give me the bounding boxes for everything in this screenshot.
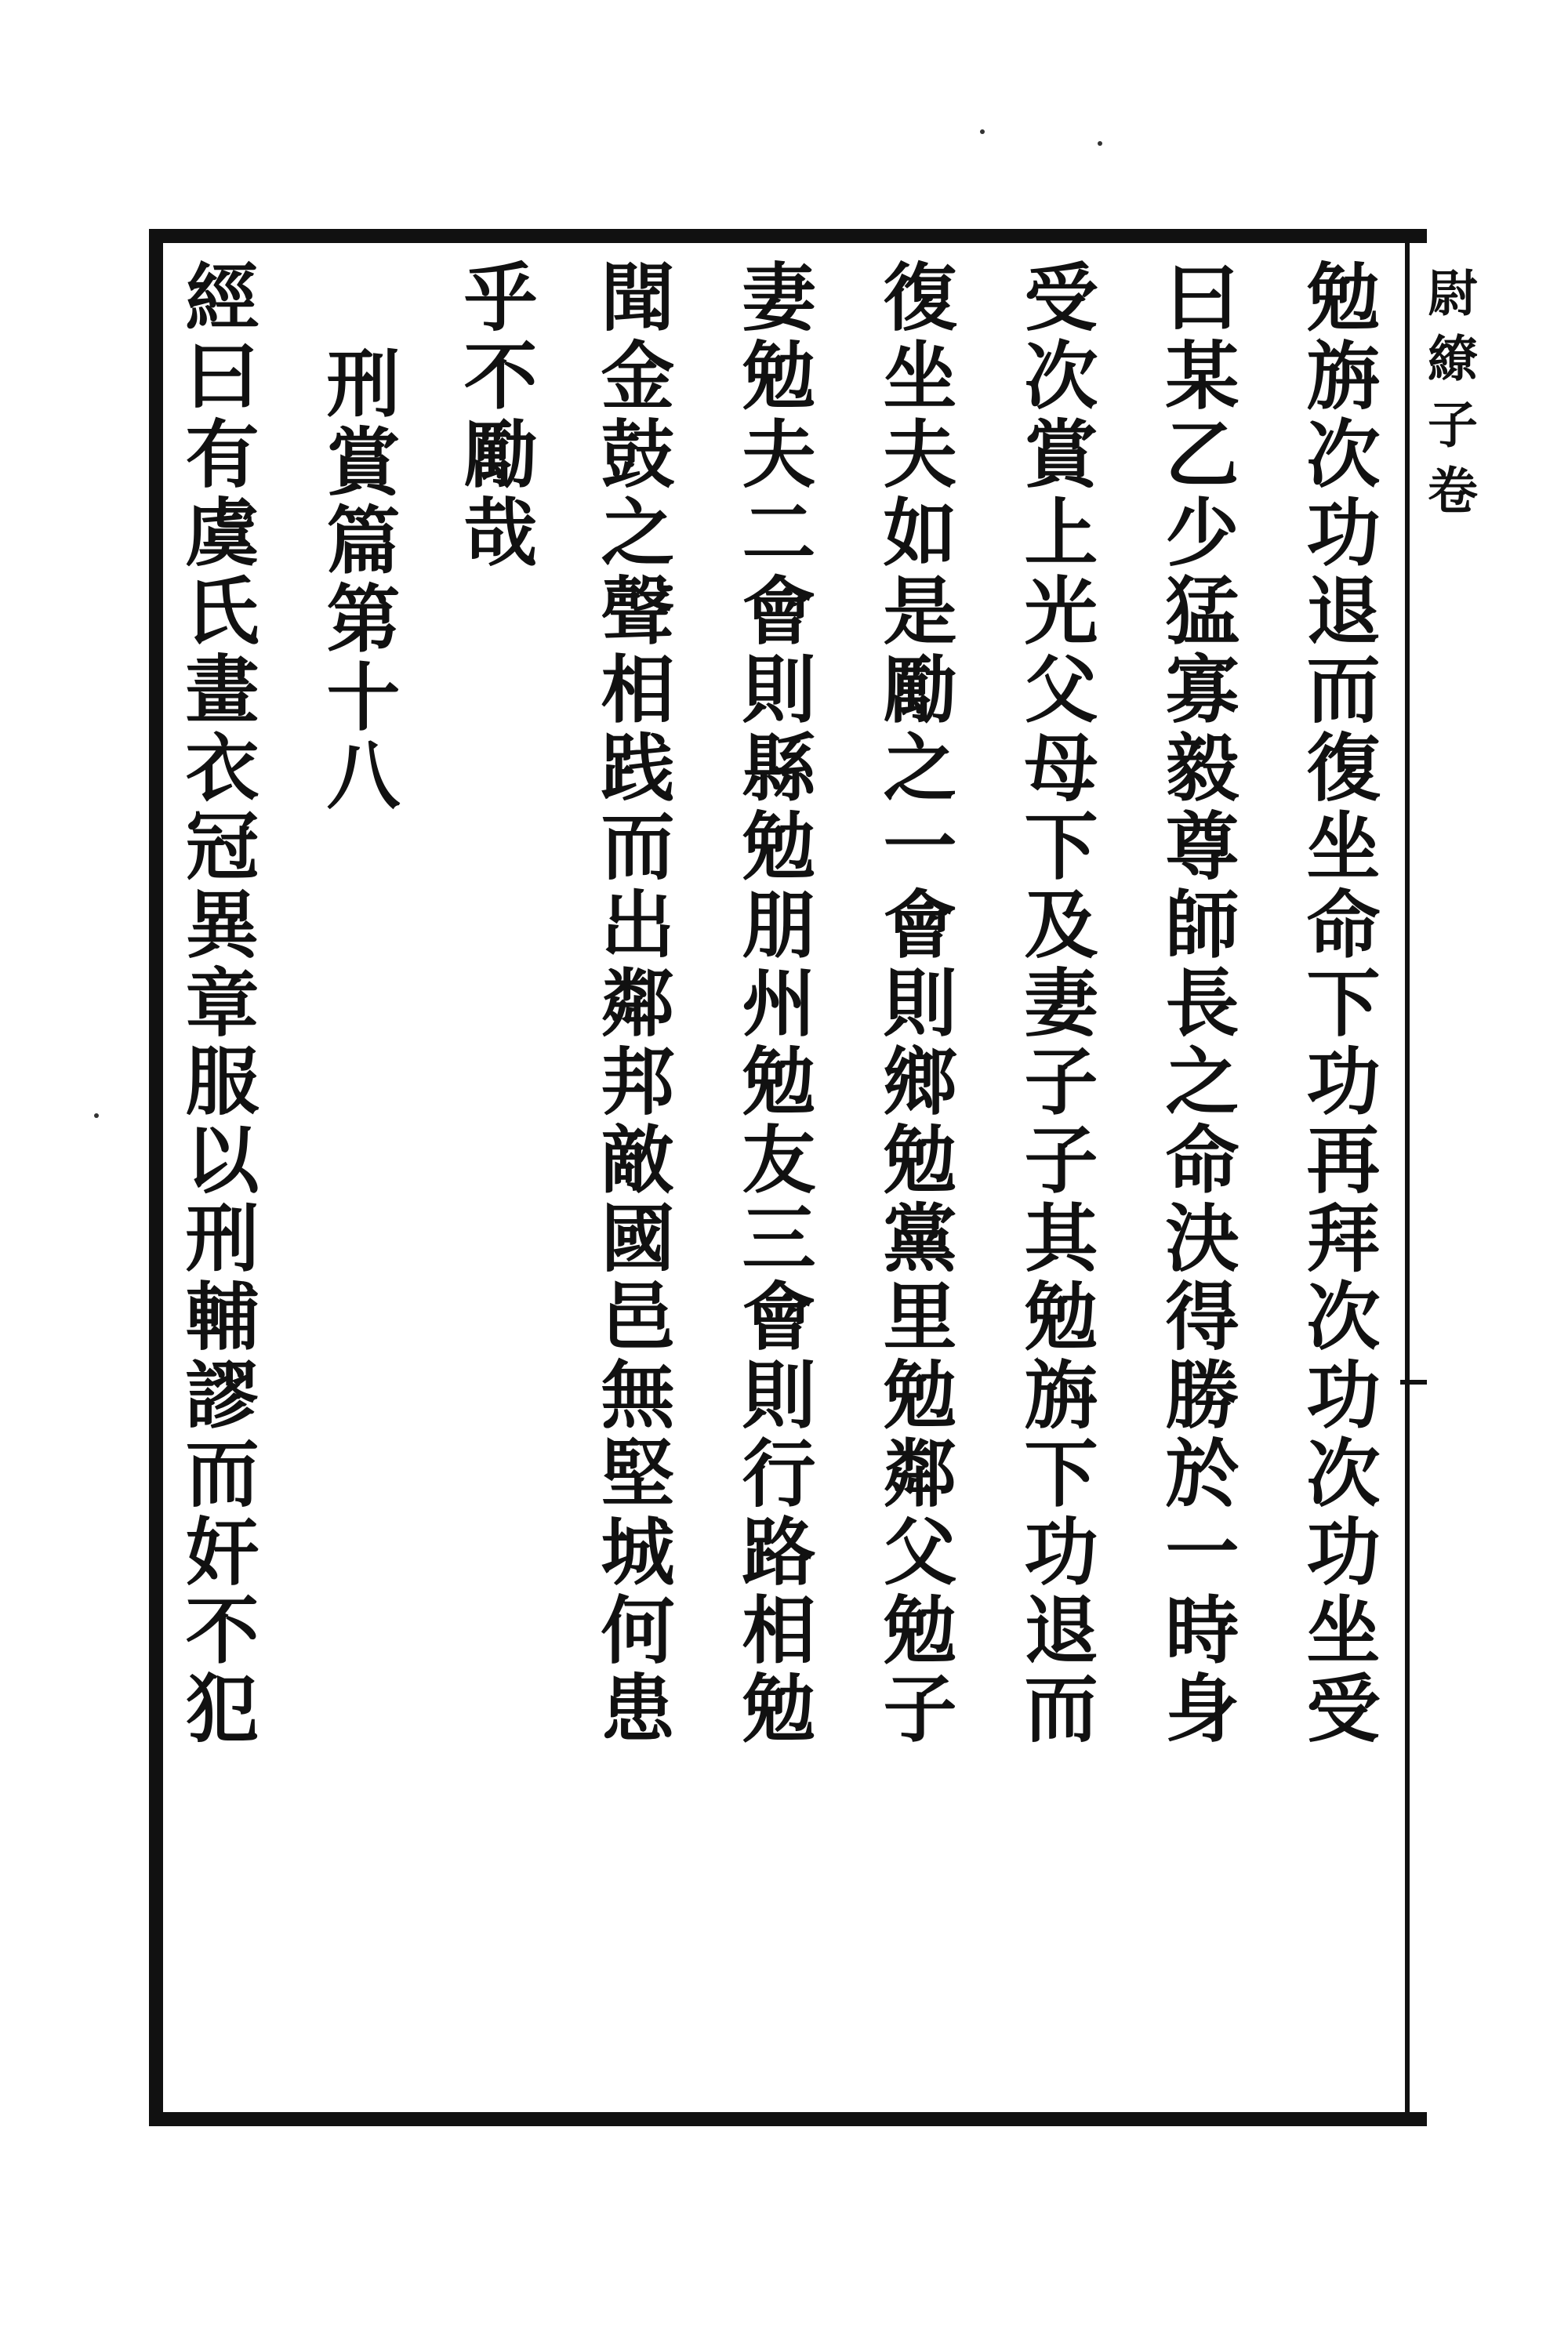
paper-speck xyxy=(1098,141,1102,146)
text-column-7: 乎不勵哉 xyxy=(451,259,537,572)
chapter-heading: 刑賞篇第十八 xyxy=(314,345,400,815)
fold-mark xyxy=(1400,1380,1427,1385)
text-column-2: 曰某乙少猛寡毅尊師長之命決得勝於一時身 xyxy=(1152,259,1239,1748)
text-column-1: 勉旃次功退而復坐命下功再拜次功次功坐受 xyxy=(1294,259,1380,1748)
paper-speck xyxy=(980,129,985,134)
text-column-9: 經曰有虞氏畫衣冠異章服以刑輔謬而奸不犯 xyxy=(172,259,259,1748)
fold-center-rule xyxy=(1405,243,1410,2112)
text-column-3: 受次賞上光父母下及妻子子其勉旃下功退而 xyxy=(1011,259,1098,1748)
paper-speck xyxy=(94,1113,99,1118)
margin-book-title: 尉繚子卷 xyxy=(1419,267,1478,530)
text-column-5: 妻勉夫二會則縣勉朋州勉友三會則行路相勉 xyxy=(729,259,815,1748)
text-column-4: 復坐夫如是勵之一會則鄉勉黨里勉鄰父勉子 xyxy=(870,259,956,1748)
text-column-6: 聞金鼓之聲相践而出鄰邦敵國邑無堅城何患 xyxy=(588,259,674,1748)
